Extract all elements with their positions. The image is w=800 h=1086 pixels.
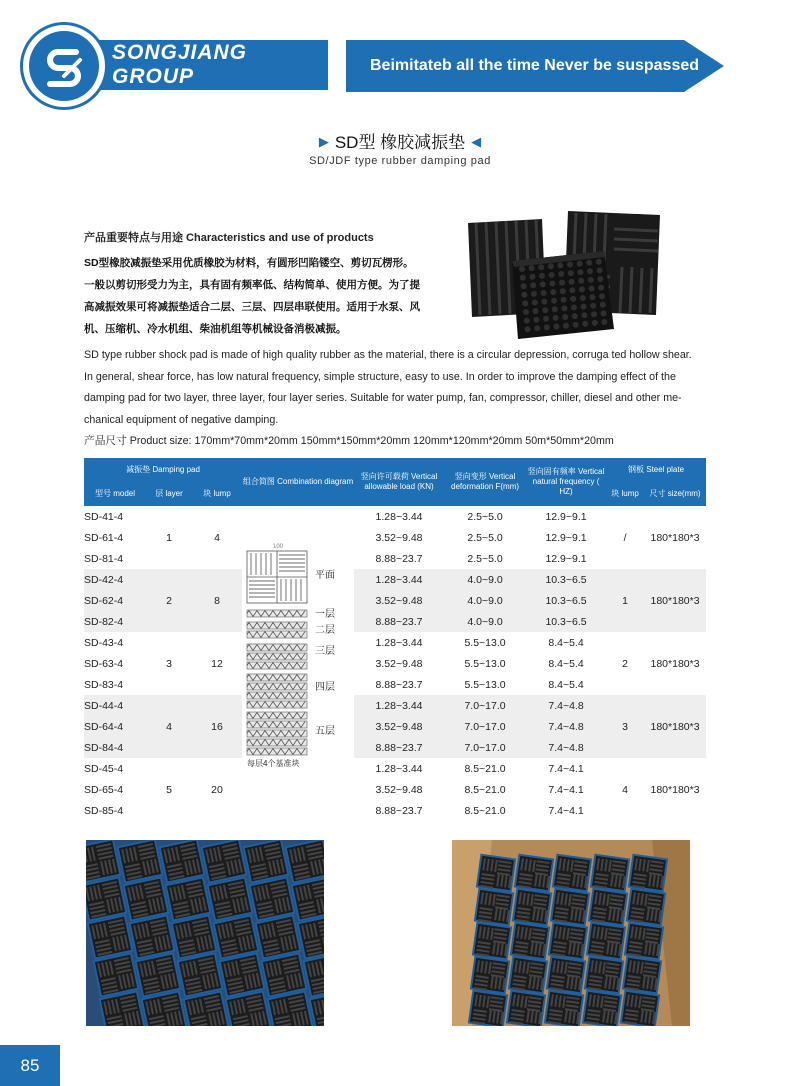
en-line: SD type rubber shock pad is made of high quality rubber as the material, there is a circular depression, corruga ted hollow shear. xyxy=(84,349,692,361)
cell-deformation: 4.0~9.0 xyxy=(444,569,526,590)
cell-frequency: 7.4~4.1 xyxy=(548,762,584,775)
company-logo xyxy=(20,22,108,110)
slogan-banner xyxy=(346,40,724,92)
cell-load: 1.28~3.44 xyxy=(354,569,444,590)
en-line: chanical equipment of negative damping. xyxy=(84,413,279,426)
cell-model: SD-45-4 xyxy=(84,762,124,775)
cell-deformation: 2.5~5.0 xyxy=(467,510,503,523)
cell-load: 3.52~9.48 xyxy=(375,783,423,796)
cell-lump: 8 xyxy=(192,569,242,632)
cell-model: SD-82-4 xyxy=(84,611,146,632)
svg-text:平面: 平面 xyxy=(315,570,336,581)
cell-frequency: 7.4~4.8 xyxy=(526,737,606,758)
header-model: 型号 model xyxy=(84,482,146,506)
cell-frequency: 7.4~4.1 xyxy=(548,783,584,796)
cell-layer: 4 xyxy=(146,695,192,758)
triangle-right-icon: ▶ xyxy=(318,134,329,149)
cell-frequency: 12.9~9.1 xyxy=(545,531,587,544)
cell-load: 8.88~23.7 xyxy=(375,552,423,565)
cell-deformation: 7.0~17.0 xyxy=(444,716,526,737)
slogan-text: Beimitateb all the time Never be suspassed xyxy=(370,57,700,74)
cell-deformation: 4.0~9.0 xyxy=(444,611,526,632)
cell-frequency: 7.4~4.1 xyxy=(548,804,584,817)
logo-s-icon xyxy=(38,40,90,92)
cell-deformation: 4.0~9.0 xyxy=(444,590,526,611)
header-frequency: 竖向固有频率 Vertical natural frequency ( HZ) xyxy=(526,458,606,506)
header-steel-size: 尺寸 size(mm) xyxy=(644,482,706,506)
cell-steel-lump: / xyxy=(623,531,627,544)
cell-lump: 20 xyxy=(211,783,223,796)
cell-deformation: 5.5~13.0 xyxy=(464,636,506,649)
cell-deformation: 8.5~21.0 xyxy=(464,783,506,796)
cell-frequency: 7.4~4.8 xyxy=(526,695,606,716)
page-number: 85 xyxy=(0,1045,60,1086)
product-size: 产品尺寸 Product size: 170mm*70mm*20mm 150mm*150mm*20mm 120mm*120mm*20mm 50m*50mm*20mm xyxy=(84,435,614,447)
cn-line: 高减振效果可将减振垫适合二层、三层、四层串联使用。适用于水泵、风 xyxy=(84,301,420,313)
cell-steel-size: 180*180*3 xyxy=(650,783,700,796)
header-steel-plate: 钢板 Steel plate xyxy=(606,458,706,482)
svg-text:一层: 一层 xyxy=(315,609,336,620)
svg-text:五层: 五层 xyxy=(315,726,336,737)
cell-frequency: 8.4~5.4 xyxy=(548,657,584,670)
spec-table xyxy=(84,458,706,821)
cell-model: SD-63-4 xyxy=(84,657,124,670)
en-line: In general, shear force, has low natural frequency, simple structure, easy to use. In order to improve the damping effect of the xyxy=(84,370,676,383)
cell-deformation: 8.5~21.0 xyxy=(464,804,506,817)
cell-model: SD-83-4 xyxy=(84,678,124,691)
characteristics-en xyxy=(84,345,710,431)
cell-model: SD-41-4 xyxy=(84,510,124,523)
cell-load: 8.88~23.7 xyxy=(354,611,444,632)
cell-lump: 12 xyxy=(211,657,223,670)
cell-model: SD-84-4 xyxy=(84,737,146,758)
layer-diagram-svg xyxy=(243,540,353,770)
cn-line: 机、压缩机、冷水机组、柴油机组等机械设备消极减振。 xyxy=(84,323,347,335)
cell-model: SD-42-4 xyxy=(84,569,146,590)
cell-deformation: 7.0~17.0 xyxy=(444,737,526,758)
table-row xyxy=(84,758,706,779)
cell-steel-lump: 1 xyxy=(606,569,644,632)
cell-frequency: 10.3~6.5 xyxy=(526,611,606,632)
header-combination: 组合简图 Combination diagram xyxy=(242,458,354,506)
cell-deformation: 2.5~5.0 xyxy=(467,531,503,544)
cell-frequency: 7.4~4.8 xyxy=(526,716,606,737)
cell-model: SD-85-4 xyxy=(84,804,124,817)
cell-load: 1.28~3.44 xyxy=(375,636,423,649)
cell-load: 3.52~9.48 xyxy=(354,590,444,611)
cell-steel-lump: 4 xyxy=(622,783,628,796)
cell-frequency: 10.3~6.5 xyxy=(526,590,606,611)
cell-steel-lump: 2 xyxy=(622,657,628,670)
cell-model: SD-43-4 xyxy=(84,636,124,649)
table-row xyxy=(84,569,706,590)
cell-lump: 16 xyxy=(192,695,242,758)
combination-diagram xyxy=(242,506,354,821)
svg-text:二层: 二层 xyxy=(315,625,336,636)
header-lump: 块 lump xyxy=(192,482,242,506)
product-photo-stack xyxy=(86,840,324,1026)
header-layer: 层 layer xyxy=(146,482,192,506)
cell-layer: 5 xyxy=(166,783,172,796)
cell-model: SD-44-4 xyxy=(84,695,146,716)
cell-load: 8.88~23.7 xyxy=(375,804,423,817)
cell-model: SD-65-4 xyxy=(84,783,124,796)
en-line: damping pad for two layer, three layer, four layer series. Suitable for water pump, fan, compressor, chiller, diesel and other me- xyxy=(84,392,682,404)
cell-model: SD-61-4 xyxy=(84,531,124,544)
cell-model: SD-62-4 xyxy=(84,590,146,611)
cell-layer: 3 xyxy=(166,657,172,670)
header-damping-pad: 减振垫 Damping pad xyxy=(84,458,242,482)
cell-deformation: 2.5~5.0 xyxy=(467,552,503,565)
cell-steel-size: 180*180*3 xyxy=(644,569,706,632)
dimension-label: 100 xyxy=(273,544,284,550)
table-row xyxy=(84,506,706,527)
cell-load: 3.52~9.48 xyxy=(375,531,423,544)
characteristics-cn xyxy=(84,252,456,340)
cell-frequency: 8.4~5.4 xyxy=(548,636,584,649)
cell-frequency: 10.3~6.5 xyxy=(526,569,606,590)
cell-layer: 2 xyxy=(146,569,192,632)
triangle-left-icon: ◀ xyxy=(471,134,482,149)
page-title xyxy=(0,128,800,153)
cn-line: SD型橡胶减振垫采用优质橡胶为材料，有圆形凹陷镂空、剪切瓦楞形。 xyxy=(84,257,414,269)
characteristics-heading: 产品重要特点与用途 Characteristics and use of products xyxy=(84,232,374,244)
cell-load: 3.52~9.48 xyxy=(354,716,444,737)
cell-steel-size: 180*180*3 xyxy=(650,531,700,544)
cell-deformation: 7.0~17.0 xyxy=(444,695,526,716)
cell-steel-lump: 3 xyxy=(606,695,644,758)
product-photo xyxy=(464,205,688,343)
cell-deformation: 5.5~13.0 xyxy=(464,657,506,670)
title-cn: SD型 橡胶减振垫 xyxy=(334,133,466,152)
cell-deformation: 5.5~13.0 xyxy=(464,678,506,691)
cell-steel-size: 180*180*3 xyxy=(650,657,700,670)
cell-frequency: 12.9~9.1 xyxy=(545,552,587,565)
cell-frequency: 8.4~5.4 xyxy=(548,678,584,691)
product-photo-box xyxy=(452,840,690,1026)
brand-name: SONGJIANG GROUP xyxy=(112,41,248,88)
header-deformation: 竖向变形 Vertical deformation F(mm) xyxy=(444,458,526,506)
cell-deformation: 8.5~21.0 xyxy=(464,762,506,775)
cn-line: 一般以剪切形受力为主，具有固有频率低、结构简单、使用方便。为了提 xyxy=(84,279,420,291)
cell-model: SD-64-4 xyxy=(84,716,146,737)
cell-load: 1.28~3.44 xyxy=(375,762,423,775)
cell-model: SD-81-4 xyxy=(84,552,124,565)
header-load: 竖向许可载荷 Vertical allowable load (KN) xyxy=(354,458,444,506)
cell-load: 8.88~23.7 xyxy=(375,678,423,691)
table-row xyxy=(84,695,706,716)
header-steel-lump: 块 lump xyxy=(606,482,644,506)
cell-load: 3.52~9.48 xyxy=(375,657,423,670)
cell-load: 8.88~23.7 xyxy=(354,737,444,758)
diagram-caption: 每层4个基准块 xyxy=(247,759,300,768)
cell-load: 1.28~3.44 xyxy=(375,510,423,523)
table-row xyxy=(84,632,706,653)
cell-frequency: 12.9~9.1 xyxy=(545,510,587,523)
cell-lump: 4 xyxy=(214,531,220,544)
cell-layer: 1 xyxy=(166,531,172,544)
svg-text:三层: 三层 xyxy=(315,646,336,657)
cell-load: 1.28~3.44 xyxy=(354,695,444,716)
svg-text:四层: 四层 xyxy=(315,682,336,693)
page-subtitle: SD/JDF type rubber damping pad xyxy=(309,155,491,167)
cell-steel-size: 180*180*3 xyxy=(644,695,706,758)
